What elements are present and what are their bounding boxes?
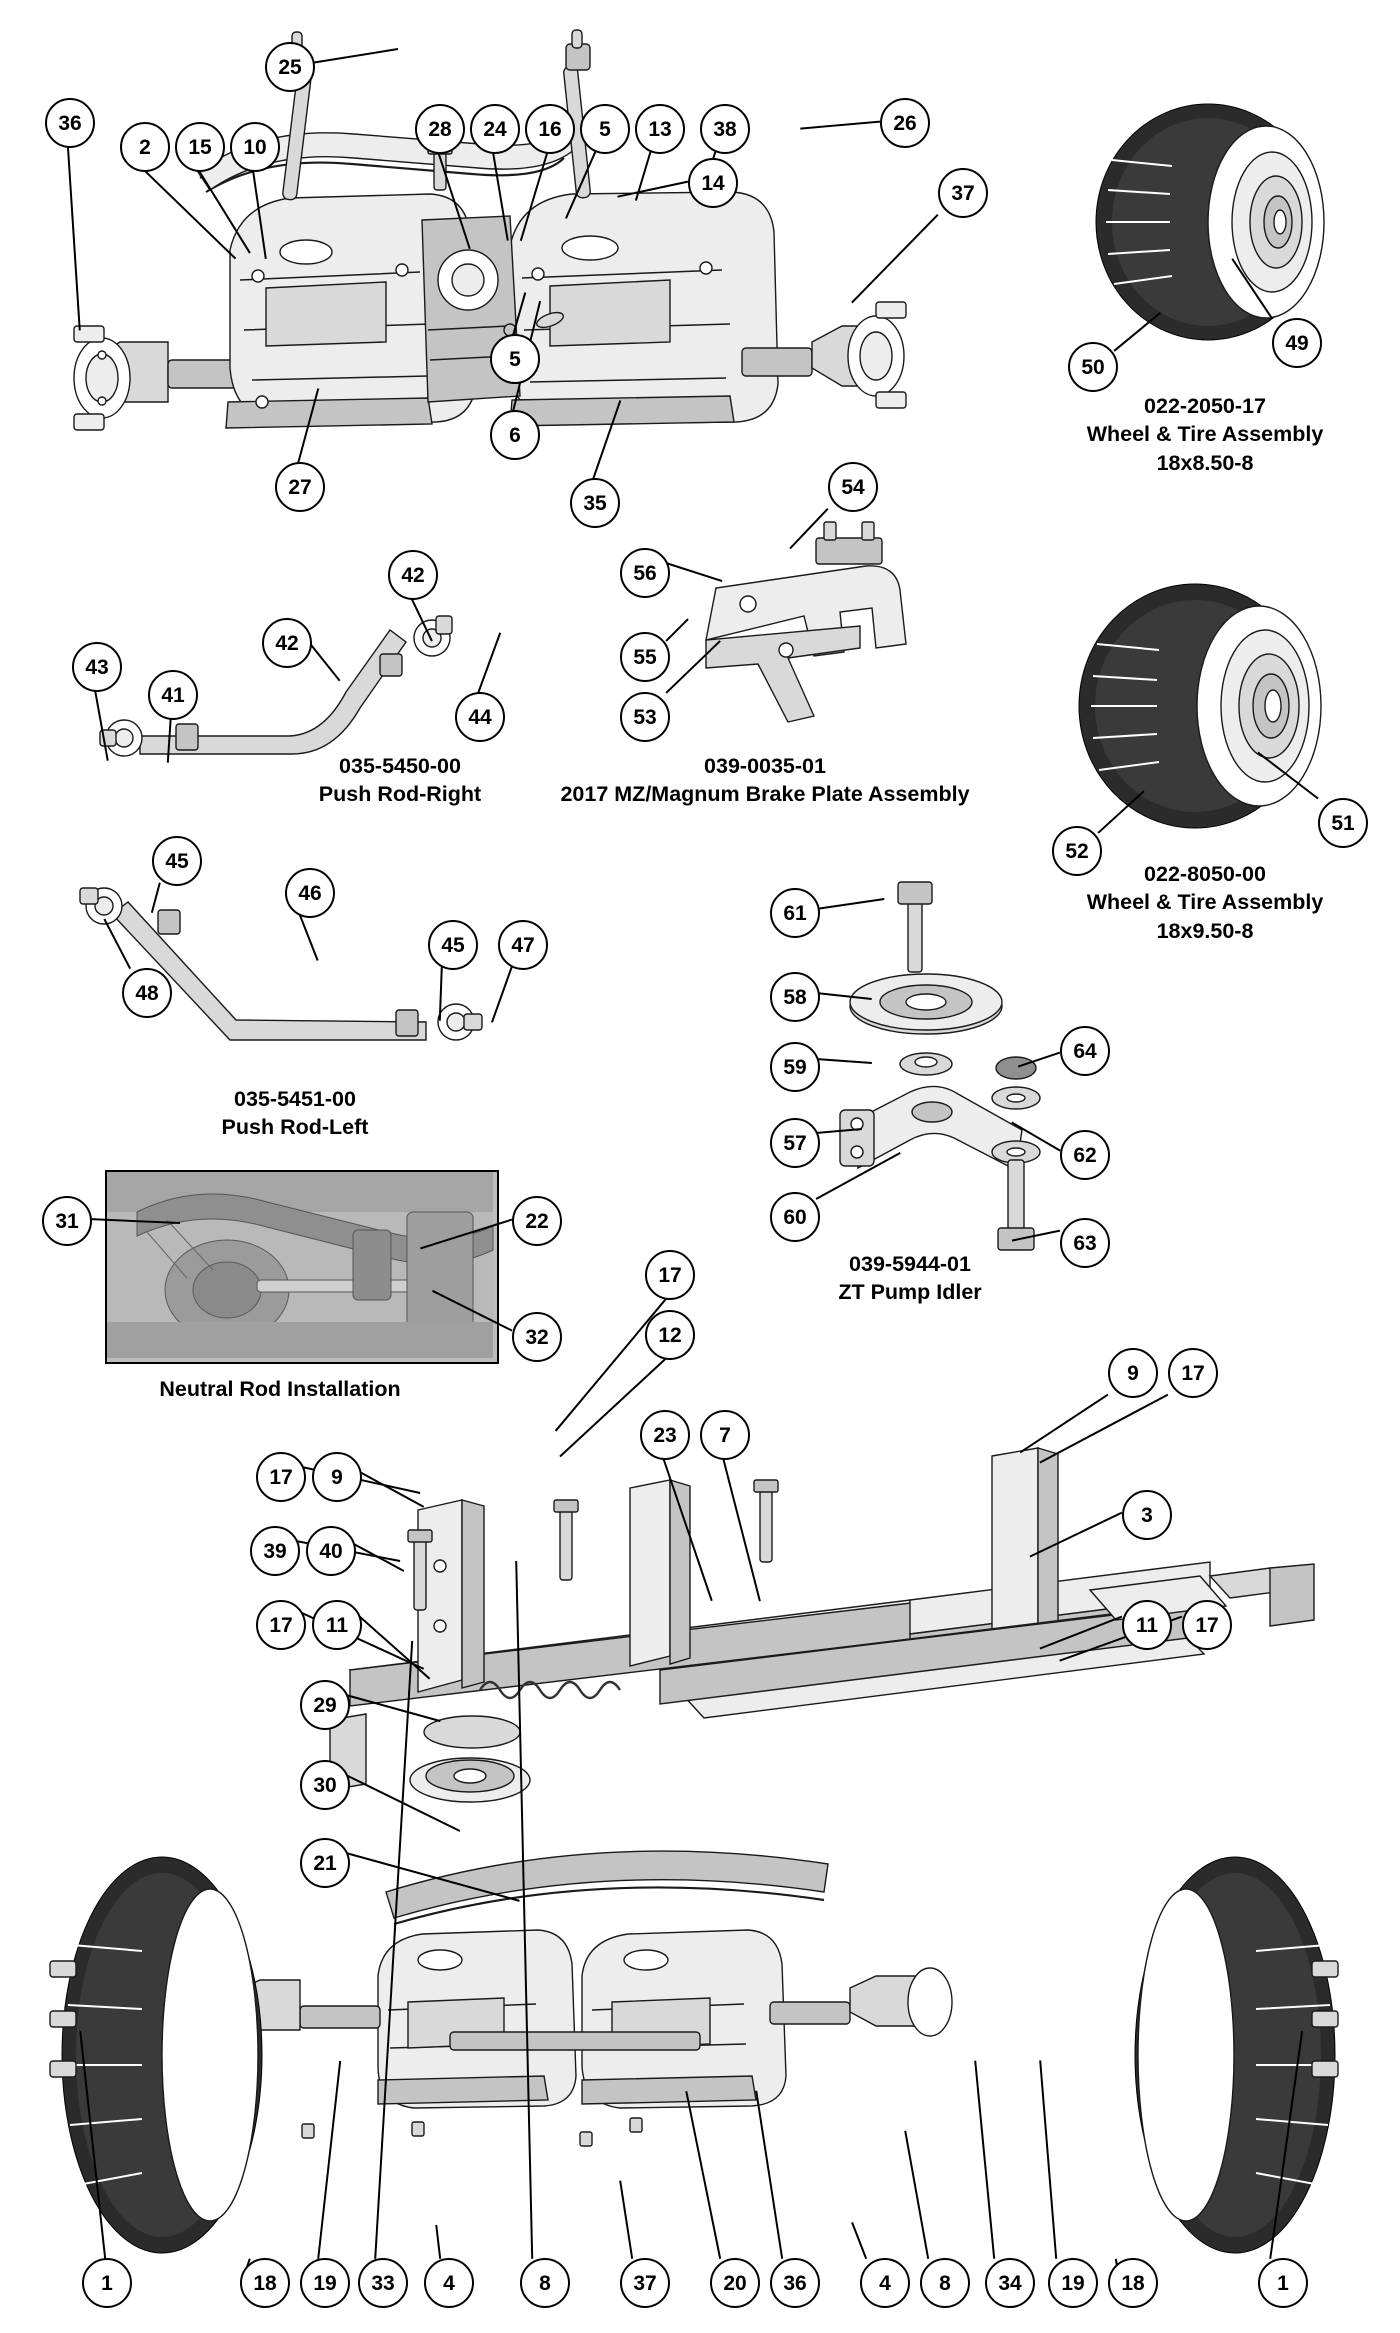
caption-wheel-8050 <box>1045 860 1365 945</box>
callout-bubble-63[interactable]: 63 <box>1060 1218 1110 1268</box>
callout-bubble-4[interactable]: 4 <box>860 2258 910 2308</box>
callout-bubble-39[interactable]: 39 <box>250 1526 300 1576</box>
callout-bubble-50[interactable]: 50 <box>1068 342 1118 392</box>
caption-line: 039-0035-01 <box>704 754 826 778</box>
callout-bubble-21[interactable]: 21 <box>300 1838 350 1888</box>
callout-bubble-17[interactable]: 17 <box>1182 1600 1232 1650</box>
caption-line: 022-2050-17 <box>1144 394 1266 418</box>
callout-bubble-1[interactable]: 1 <box>82 2258 132 2308</box>
leader-line <box>317 2061 341 2259</box>
callout-bubble-36[interactable]: 36 <box>770 2258 820 2308</box>
caption-wheel-2050 <box>1045 392 1365 477</box>
caption-line: Neutral Rod Installation <box>159 1377 401 1401</box>
caption-line: ZT Pump Idler <box>838 1280 982 1305</box>
callout-bubble-10[interactable]: 10 <box>230 122 280 172</box>
callout-bubble-29[interactable]: 29 <box>300 1680 350 1730</box>
callout-bubble-23[interactable]: 23 <box>640 1410 690 1460</box>
callout-bubble-7[interactable]: 7 <box>700 1410 750 1460</box>
callout-bubble-38[interactable]: 38 <box>700 104 750 154</box>
callout-bubble-12[interactable]: 12 <box>645 1310 695 1360</box>
callout-bubble-8[interactable]: 8 <box>920 2258 970 2308</box>
callout-bubble-15[interactable]: 15 <box>175 122 225 172</box>
callout-bubble-57[interactable]: 57 <box>770 1118 820 1168</box>
leader-line <box>435 2225 441 2259</box>
callout-bubble-34[interactable]: 34 <box>985 2258 1035 2308</box>
caption-push-rod-left <box>145 1085 445 1142</box>
callout-bubble-5[interactable]: 5 <box>580 104 630 154</box>
callout-bubble-64[interactable]: 64 <box>1060 1026 1110 1076</box>
callout-bubble-37[interactable]: 37 <box>620 2258 670 2308</box>
callout-bubble-9[interactable]: 9 <box>312 1452 362 1502</box>
callout-bubble-36[interactable]: 36 <box>45 98 95 148</box>
caption-line: Wheel & Tire Assembly <box>1086 890 1324 915</box>
callout-bubble-3[interactable]: 3 <box>1122 1490 1172 1540</box>
neutral-rod-installation-photo <box>105 1170 499 1364</box>
callout-bubble-25[interactable]: 25 <box>265 42 315 92</box>
callout-bubble-33[interactable]: 33 <box>358 2258 408 2308</box>
callout-bubble-9[interactable]: 9 <box>1108 1348 1158 1398</box>
caption-line: Push Rod-Left <box>221 1115 369 1140</box>
callout-bubble-14[interactable]: 14 <box>688 158 738 208</box>
callout-bubble-35[interactable]: 35 <box>570 478 620 528</box>
callout-bubble-30[interactable]: 30 <box>300 1760 350 1810</box>
callout-bubble-28[interactable]: 28 <box>415 104 465 154</box>
caption-line: 18x8.50-8 <box>1156 450 1254 475</box>
callout-bubble-56[interactable]: 56 <box>620 548 670 598</box>
right-hardware-column <box>1308 1955 1348 2105</box>
leader-line <box>851 2223 866 2260</box>
callout-bubble-42[interactable]: 42 <box>388 550 438 600</box>
callout-bubble-2[interactable]: 2 <box>120 122 170 172</box>
callout-bubble-53[interactable]: 53 <box>620 692 670 742</box>
wheel-tire-18x850-illustration <box>1090 100 1350 350</box>
callout-bubble-11[interactable]: 11 <box>312 1600 362 1650</box>
caption-push-rod-right <box>260 752 540 809</box>
callout-bubble-4[interactable]: 4 <box>424 2258 474 2308</box>
callout-bubble-5[interactable]: 5 <box>490 334 540 384</box>
caption-line: 035-5451-00 <box>234 1087 356 1111</box>
wheel-tire-18x950-illustration <box>1075 580 1355 840</box>
callout-bubble-48[interactable]: 48 <box>122 968 172 1018</box>
callout-bubble-49[interactable]: 49 <box>1272 318 1322 368</box>
callout-bubble-17[interactable]: 17 <box>256 1600 306 1650</box>
callout-bubble-52[interactable]: 52 <box>1052 826 1102 876</box>
caption-pump-idler <box>760 1250 1060 1307</box>
callout-bubble-45[interactable]: 45 <box>152 836 202 886</box>
callout-bubble-60[interactable]: 60 <box>770 1192 820 1242</box>
caption-line: Wheel & Tire Assembly <box>1086 422 1324 447</box>
callout-bubble-19[interactable]: 19 <box>1048 2258 1098 2308</box>
callout-bubble-17[interactable]: 17 <box>1168 1348 1218 1398</box>
callout-bubble-31[interactable]: 31 <box>42 1196 92 1246</box>
leader-line <box>904 2131 929 2259</box>
brake-plate-illustration <box>640 500 980 730</box>
callout-bubble-54[interactable]: 54 <box>828 462 878 512</box>
caption-neutral-rod <box>110 1375 450 1403</box>
callout-bubble-24[interactable]: 24 <box>470 104 520 154</box>
callout-bubble-62[interactable]: 62 <box>1060 1130 1110 1180</box>
callout-bubble-45[interactable]: 45 <box>428 920 478 970</box>
callout-bubble-47[interactable]: 47 <box>498 920 548 970</box>
callout-bubble-27[interactable]: 27 <box>275 462 325 512</box>
callout-bubble-41[interactable]: 41 <box>148 670 198 720</box>
callout-bubble-40[interactable]: 40 <box>306 1526 356 1576</box>
callout-bubble-55[interactable]: 55 <box>620 632 670 682</box>
callout-bubble-19[interactable]: 19 <box>300 2258 350 2308</box>
callout-bubble-16[interactable]: 16 <box>525 104 575 154</box>
callout-bubble-61[interactable]: 61 <box>770 888 820 938</box>
callout-bubble-32[interactable]: 32 <box>512 1312 562 1362</box>
callout-bubble-13[interactable]: 13 <box>635 104 685 154</box>
callout-bubble-17[interactable]: 17 <box>256 1452 306 1502</box>
callout-bubble-59[interactable]: 59 <box>770 1042 820 1092</box>
callout-bubble-6[interactable]: 6 <box>490 410 540 460</box>
callout-bubble-37[interactable]: 37 <box>938 168 988 218</box>
caption-line: 039-5944-01 <box>849 1252 971 1276</box>
callout-bubble-17[interactable]: 17 <box>645 1250 695 1300</box>
callout-bubble-46[interactable]: 46 <box>285 868 335 918</box>
caption-line: 035-5450-00 <box>339 754 461 778</box>
callout-bubble-18[interactable]: 18 <box>240 2258 290 2308</box>
callout-bubble-44[interactable]: 44 <box>455 692 505 742</box>
callout-bubble-1[interactable]: 1 <box>1258 2258 1308 2308</box>
callout-bubble-43[interactable]: 43 <box>72 642 122 692</box>
callout-bubble-51[interactable]: 51 <box>1318 798 1368 848</box>
callout-bubble-18[interactable]: 18 <box>1108 2258 1158 2308</box>
caption-brake-plate <box>500 752 1030 809</box>
callout-bubble-11[interactable]: 11 <box>1122 1600 1172 1650</box>
caption-line: 18x9.50-8 <box>1156 918 1254 943</box>
callout-bubble-26[interactable]: 26 <box>880 98 930 148</box>
callout-bubble-8[interactable]: 8 <box>520 2258 570 2308</box>
leader-line <box>619 2181 633 2259</box>
caption-line: Push Rod-Right <box>318 782 482 807</box>
callout-bubble-42[interactable]: 42 <box>262 618 312 668</box>
transaxle-pair-illustration <box>30 30 950 480</box>
caption-line: 022-8050-00 <box>1144 862 1266 886</box>
caption-line: 2017 MZ/Magnum Brake Plate Assembly <box>560 782 970 807</box>
callout-bubble-22[interactable]: 22 <box>512 1196 562 1246</box>
callout-bubble-20[interactable]: 20 <box>710 2258 760 2308</box>
callout-bubble-58[interactable]: 58 <box>770 972 820 1022</box>
